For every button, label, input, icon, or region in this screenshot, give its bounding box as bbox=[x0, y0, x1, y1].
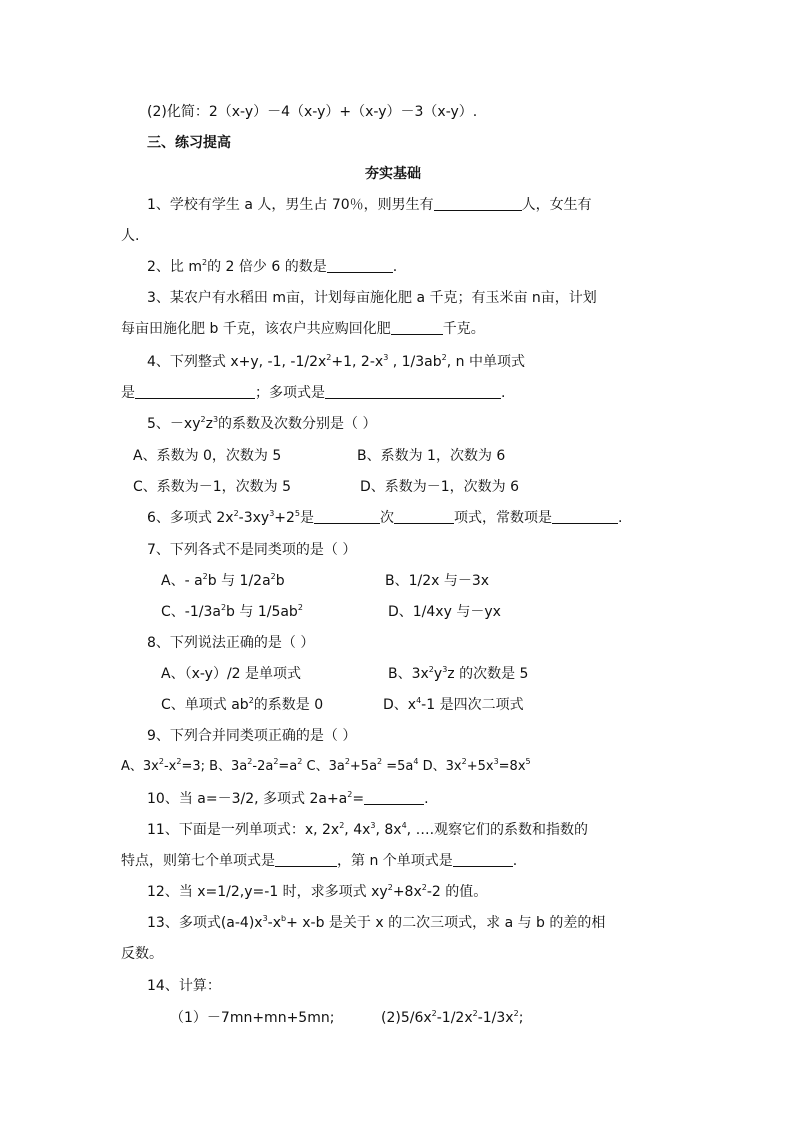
q5-option-c: C、系数为－1，次数为 5 bbox=[133, 479, 292, 495]
answer-blank bbox=[327, 258, 393, 273]
question-14: 14、计算： bbox=[147, 978, 221, 994]
q7-option-d: D、1/4xy 与－yx bbox=[388, 604, 501, 620]
answer-blank bbox=[135, 384, 255, 399]
q8-option-c: C、单项式 $ab^2$的系数是 0 bbox=[161, 696, 324, 713]
answer-blank bbox=[314, 509, 380, 524]
q7-option-a: A、- $a^2b$ 与 $1/2a^2b$ bbox=[161, 572, 285, 589]
answer-blank bbox=[552, 509, 618, 524]
q14-item-1: （1）－7mn+mn+5mn; bbox=[170, 1010, 335, 1026]
previous-question: (2)化简：2（x-y）－4（x-y）+（x-y）－3（x-y）. bbox=[147, 104, 478, 120]
answer-blank bbox=[364, 790, 424, 805]
question-7: 7、下列各式不是同类项的是（ ） bbox=[147, 542, 357, 558]
answer-blank bbox=[391, 320, 443, 335]
question-11: 11、下面是一列单项式：x, $2x^2$, $4x^3$, $8x^4$, ….观察它们的系数和指数的 bbox=[147, 821, 589, 838]
q7-option-c: C、$-1/3a^2b$ 与 $1/5ab^2$ bbox=[161, 603, 303, 620]
q7-option-b: B、1/2x 与－3x bbox=[385, 573, 490, 589]
answer-blank bbox=[394, 509, 454, 524]
answer-blank bbox=[434, 196, 522, 211]
answer-blank bbox=[275, 852, 337, 867]
question-1: 1、学校有学生 a 人，男生占 70％，则男生有 人，女生有 bbox=[147, 197, 592, 213]
q5-option-a: A、系数为 0，次数为 5 bbox=[133, 448, 282, 464]
q8-option-d: D、$x^4-1$ 是四次二项式 bbox=[383, 696, 524, 713]
q8-option-b: B、$3x^2y^3z$ 的次数是 5 bbox=[388, 665, 529, 682]
q9-options: A、$3x^2-x^2=3$; B、$3a^2-2a^2=a^2$ C、$3a^2+5a^2 =5a^4$ D、$3x^2+5x^3=8x^5$ bbox=[121, 757, 531, 774]
q8-option-a: A、（x-y）/2 是单项式 bbox=[161, 666, 302, 682]
q5-option-d: D、系数为－1，次数为 6 bbox=[360, 479, 520, 495]
question-13-cont: 反数。 bbox=[121, 946, 163, 962]
question-6: 6、多项式 $2x^2-3xy^3+2^5$是 次 项式，常数项是 . bbox=[147, 509, 623, 526]
question-10: 10、当 a=－3/2, 多项式 $2a+a^2=$ . bbox=[147, 790, 429, 807]
question-4: 4、下列整式 x+y, -1, $-1/2x^2+1$, $2-x^3$ , $1/3ab^2$, n 中单项式 bbox=[147, 353, 525, 370]
question-2: 2、比 $m^2$的 2 倍少 6 的数是 . bbox=[147, 258, 398, 275]
question-13: 13、多项式$(a-4)x^3-x^b+ x-b$ 是关于 x 的二次三项式，求 a 与 b 的差的相 bbox=[147, 914, 606, 931]
section-title: 三、练习提高 bbox=[147, 135, 231, 151]
question-11-cont: 特点，则第七个单项式是 ，第 n 个单项式是 . bbox=[121, 853, 518, 869]
question-3: 3、某农户有水稻田 m亩，计划每亩施化肥 a 千克；有玉米亩 n亩，计划 bbox=[147, 290, 597, 306]
question-1-cont: 人. bbox=[121, 228, 140, 244]
question-3-cont: 每亩田施化肥 b 千克，该农户共应购回化肥 千克。 bbox=[121, 321, 485, 337]
question-8: 8、下列说法正确的是（ ） bbox=[147, 635, 315, 651]
subsection-title: 夯实基础 bbox=[365, 166, 421, 182]
question-12: 12、当 x=1/2,y=-1 时，求多项式 $xy^2+8x^2-2$ 的值。 bbox=[147, 883, 488, 900]
q5-option-b: B、系数为 1，次数为 6 bbox=[357, 448, 506, 464]
question-4-cont: 是 ；多项式是 . bbox=[121, 385, 506, 401]
question-5: 5、$-xy^2z^3$的系数及次数分别是（ ） bbox=[147, 415, 377, 432]
q14-item-2: $(2)5/6x^2-1/2x^2-1/3x^2$; bbox=[381, 1009, 524, 1026]
answer-blank bbox=[453, 852, 513, 867]
question-9: 9、下列合并同类项正确的是（ ） bbox=[147, 728, 357, 744]
answer-blank bbox=[325, 384, 501, 399]
